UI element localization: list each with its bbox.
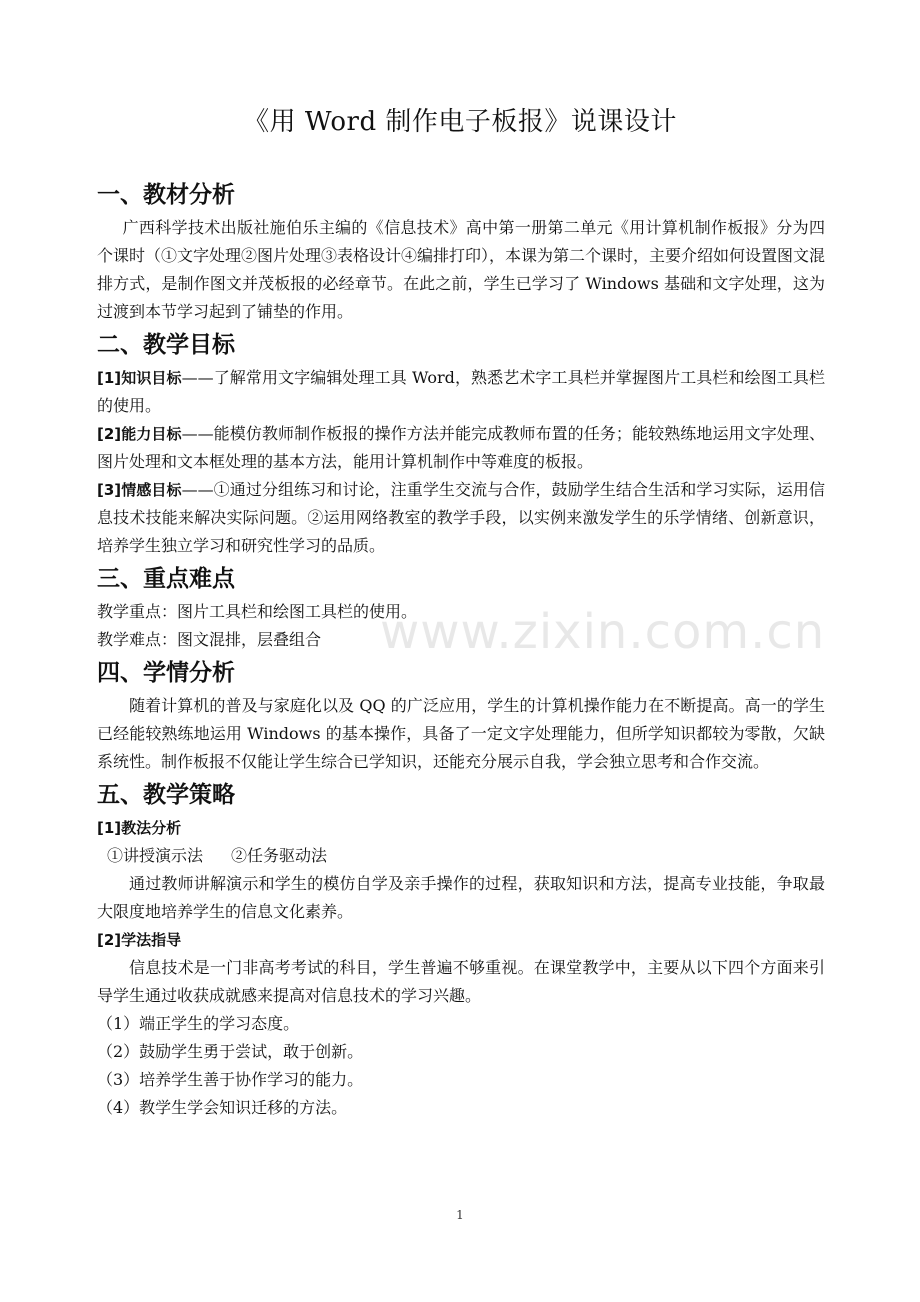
key-point-line: 教学重点：图片工具栏和绘图工具栏的使用。 xyxy=(97,602,418,621)
section-heading-2: 二、教学目标 xyxy=(97,332,235,358)
objective-label: [2]能力目标 xyxy=(97,425,182,443)
section-4-paragraph: 随着计算机的普及与家庭化以及 QQ 的广泛应用，学生的计算机操作能力在不断提高。高一的学生已经能较熟练地运用 Windows 的基本操作，具备了一定文字处理能力，但所学知识都较为零散，欠缺系统性。制作板报不仅能让学生综合已学知识，还能充分展示自我，学会独立思考和合作交流。 xyxy=(97,696,825,771)
watermark-text: www.zixin.com.cn xyxy=(380,604,826,660)
method-item: ①讲授演示法 xyxy=(107,846,204,865)
section-heading-1: 一、教材分析 xyxy=(97,182,235,208)
list-item: （1）端正学生的学习态度。 xyxy=(97,1014,300,1033)
list-item: （4）教学生学会知识迁移的方法。 xyxy=(97,1098,348,1117)
objective-label: [1]知识目标 xyxy=(97,369,182,387)
section-heading-3: 三、重点难点 xyxy=(97,566,235,592)
section-1-paragraph: 广西科学技术出版社施伯乐主编的《信息技术》高中第一册第二单元《用计算机制作板报》分为四个课时（①文字处理②图片处理③表格设计④编排打印），本课为第二个课时，主要介绍如何设置图文混排方式，是制作图文并茂板报的必经章节。在此之前，学生已学习了 Windows 基础和文字处理，这为过渡到本节学习起到了铺垫的作用。 xyxy=(97,218,826,321)
method-item: ②任务驱动法 xyxy=(231,846,328,865)
difficulty-line: 教学难点：图文混排，层叠组合 xyxy=(97,630,322,649)
objective-text: ——能模仿教师制作板报的操作方法并能完成教师布置的任务；能较熟练地运用文字处理、图片处理和文本框处理的基本方法，能用计算机制作中等难度的板报。 xyxy=(97,424,825,471)
list-item: （3）培养学生善于协作学习的能力。 xyxy=(97,1070,364,1089)
study-guidance-paragraph: 信息技术是一门非高考考试的科目，学生普遍不够重视。在课堂教学中，主要从以下四个方面来引导学生通过收获成就感来提高对信息技术的学习兴趣。 xyxy=(97,958,825,1005)
objective-ability xyxy=(97,420,825,476)
study-guidance-subheading: [2]学法指导 xyxy=(97,931,182,949)
section-heading-5: 五、教学策略 xyxy=(97,782,235,808)
objective-knowledge xyxy=(97,364,825,420)
objective-text: ——①通过分组练习和讨论，注重学生交流与合作，鼓励学生结合生活和学习实际，运用信息技术技能来解决实际问题。②运用网络教室的教学手段，以实例来激发学生的乐学情绪、创新意识，培养学生独立学习和研究性学习的品质。 xyxy=(97,480,825,555)
document-body xyxy=(97,176,825,1122)
teaching-method-subheading: [1]教法分析 xyxy=(97,819,182,837)
list-item: （2）鼓励学生勇于尝试，敢于创新。 xyxy=(97,1042,364,1061)
method-list xyxy=(97,842,825,870)
page-number: 1 xyxy=(456,1208,464,1222)
document-title: 《用 Word 制作电子板报》说课设计 xyxy=(243,107,677,137)
objective-label: [3]情感目标 xyxy=(97,481,182,499)
objective-text: ——了解常用文字编辑处理工具 Word，熟悉艺术字工具栏并掌握图片工具栏和绘图工具栏的使用。 xyxy=(97,368,825,415)
section-heading-4: 四、学情分析 xyxy=(97,660,235,686)
teaching-method-paragraph: 通过教师讲解演示和学生的模仿自学及亲手操作的过程，获取知识和方法，提高专业技能，争取最大限度地培养学生的信息文化素养。 xyxy=(97,874,825,921)
objective-emotion xyxy=(97,476,825,560)
